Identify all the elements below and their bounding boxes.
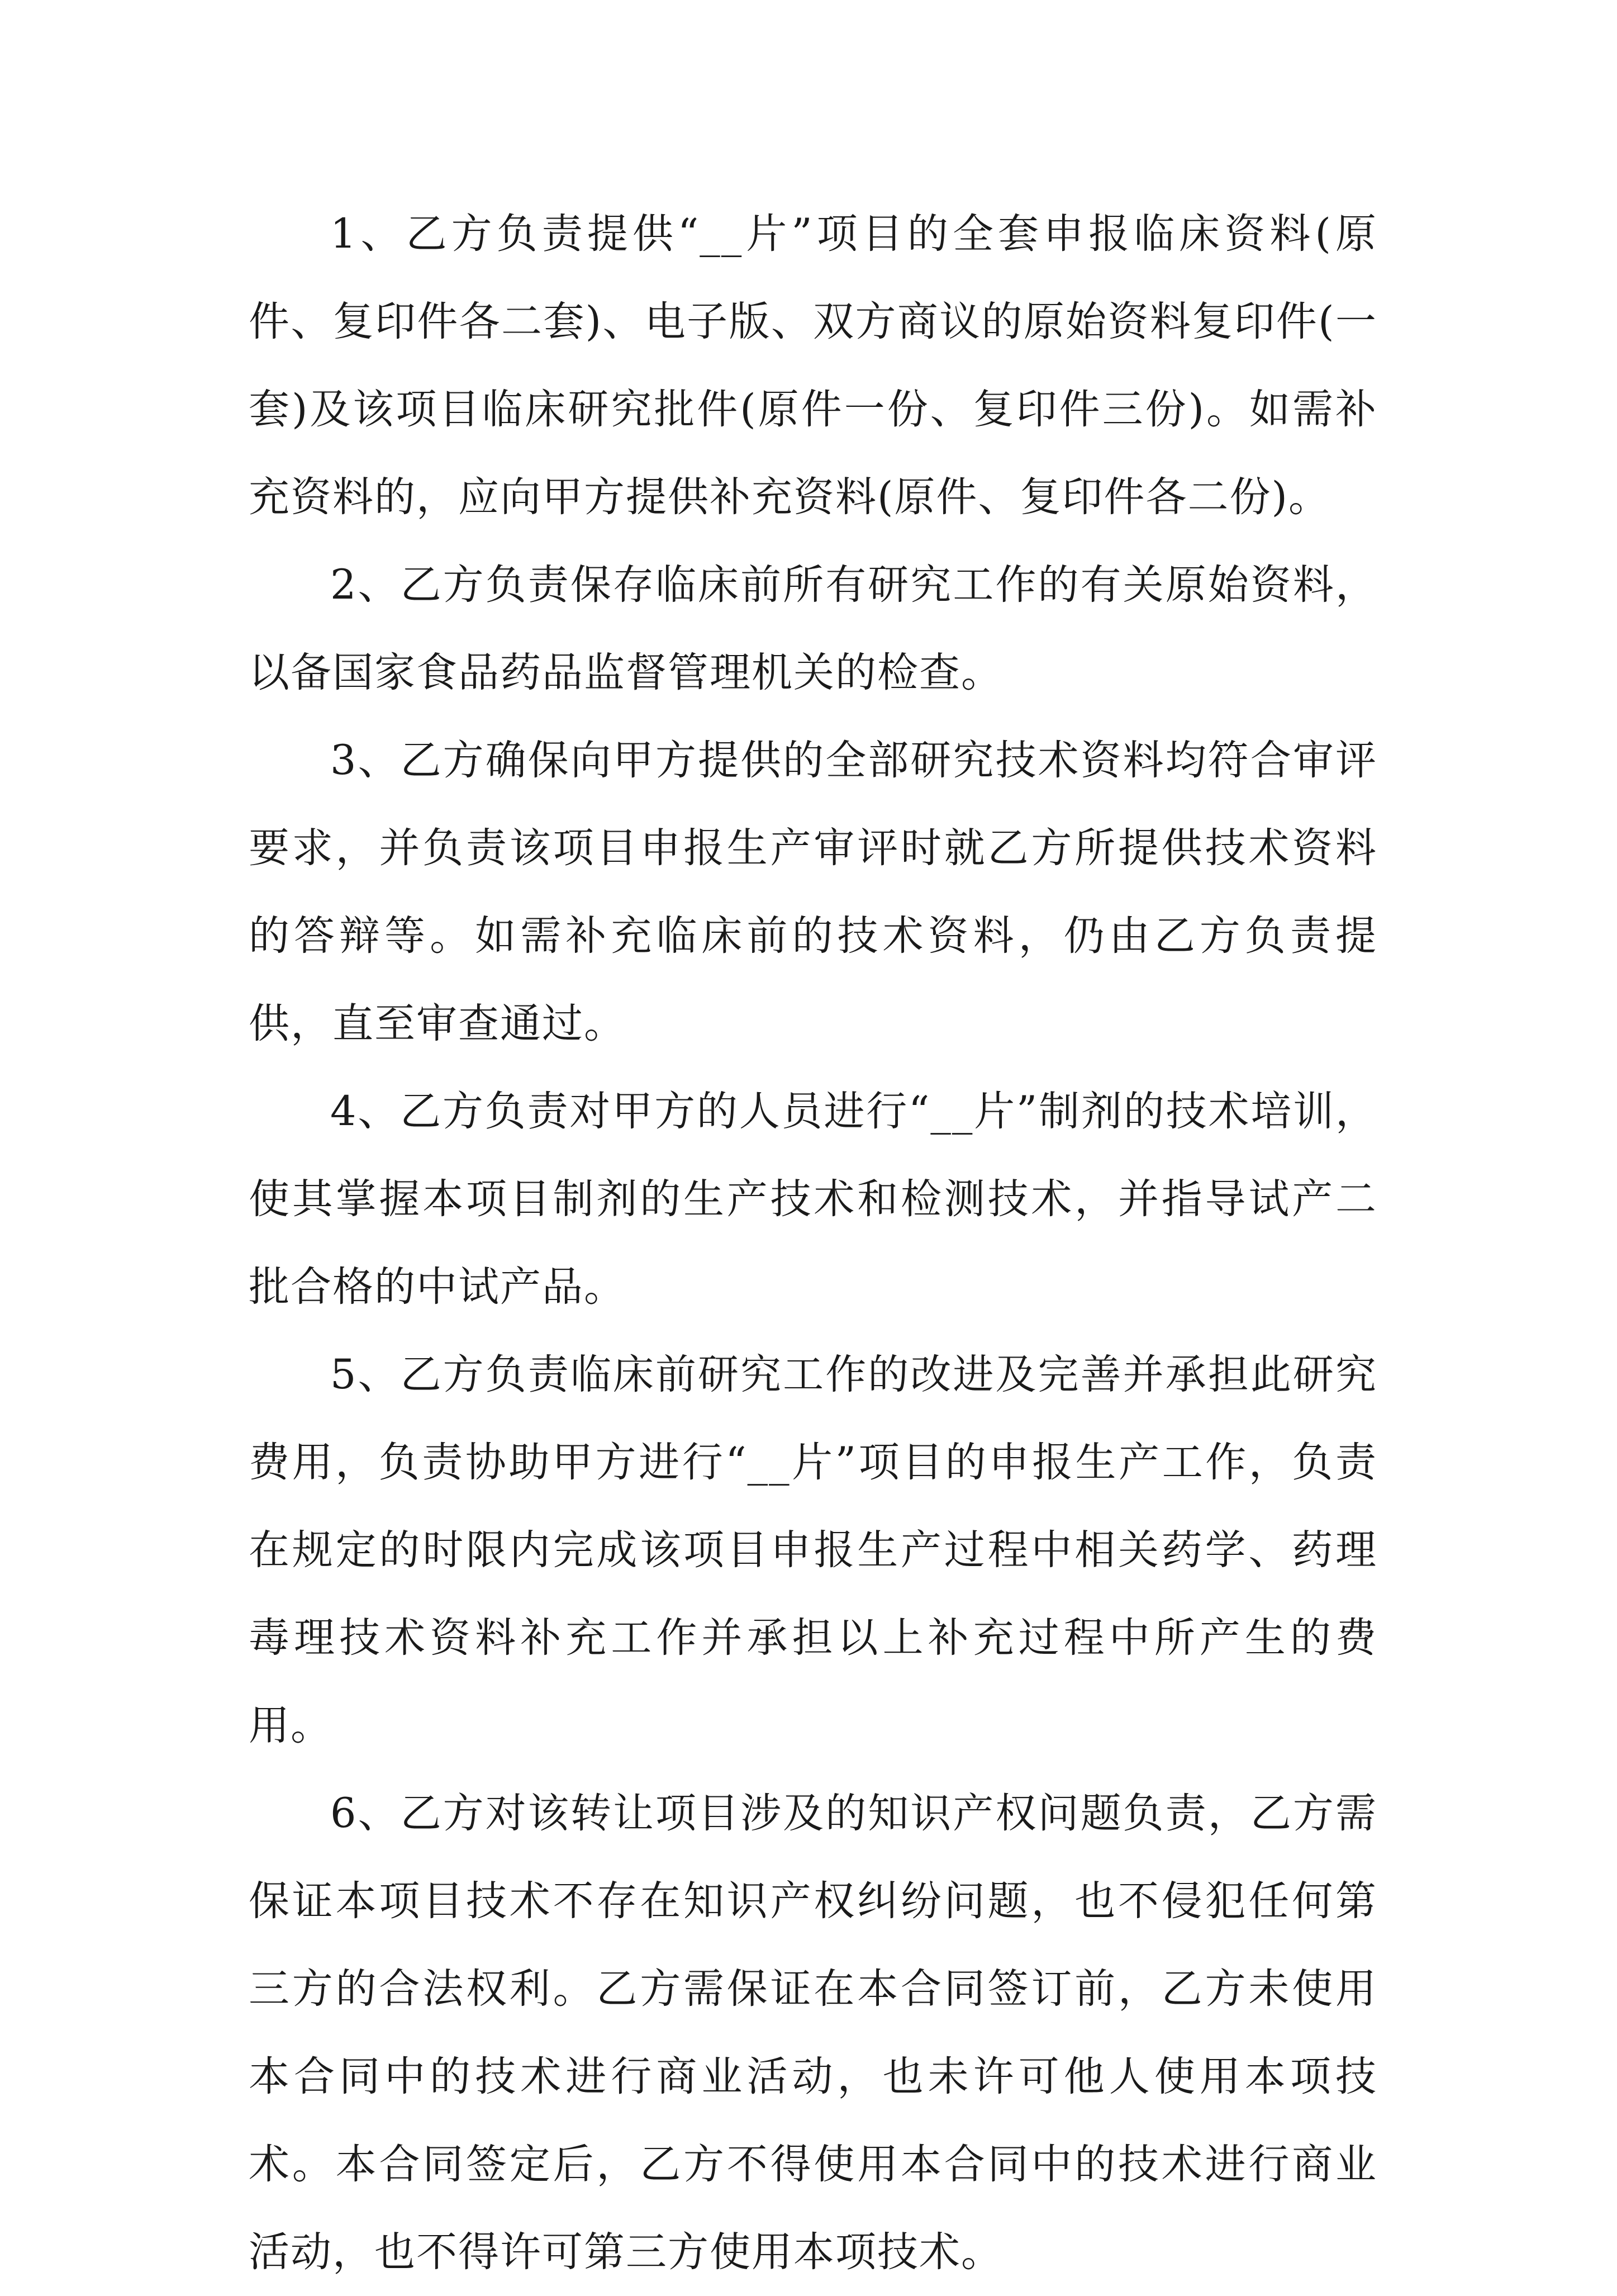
- clause-5: 5、乙方负责临床前研究工作的改进及完善并承担此研究费用，负责协助甲方进行“__片”项目的申报生产工作，负责在规定的时限内完成该项目申报生产过程中相关药学、药理毒理技术资料补充工作并承担以上补充过程中所产生的费用。: [249, 1351, 1377, 1749]
- clause-6: 6、乙方对该转让项目涉及的知识产权问题负责，乙方需保证本项目技术不存在知识产权纠纷问题，也不侵犯任何第三方的合法权利。乙方需保证在本合同签订前，乙方未使用本合同中的技术进行商业活动，也未许可他人使用本项技术。本合同签定后，乙方不得使用本合同中的技术进行商业活动，也不得许可第三方使用本项技术。: [249, 1790, 1377, 2276]
- document-body: [249, 190, 1377, 2296]
- clause-3: 3、乙方确保向甲方提供的全部研究技术资料均符合审评要求，并负责该项目申报生产审评时就乙方所提供技术资料的答辩等。如需补充临床前的技术资料，仍由乙方负责提供，直至审查通过。: [249, 737, 1377, 1047]
- clause-2: 2、乙方负责保存临床前所有研究工作的有关原始资料，以备国家食品药品监督管理机关的检查。: [249, 561, 1377, 696]
- clause-4: 4、乙方负责对甲方的人员进行“__片”制剂的技术培训，使其掌握本项目制剂的生产技术和检测技术，并指导试产二批合格的中试产品。: [249, 1088, 1377, 1311]
- clause-1: 1、乙方负责提供“__片”项目的全套申报临床资料(原件、复印件各二套)、电子版、双方商议的原始资料复印件(一套)及该项目临床研究批件(原件一份、复印件三份)。如需补充资料的，应向甲方提供补充资料(原件、复印件各二份)。: [249, 210, 1377, 521]
